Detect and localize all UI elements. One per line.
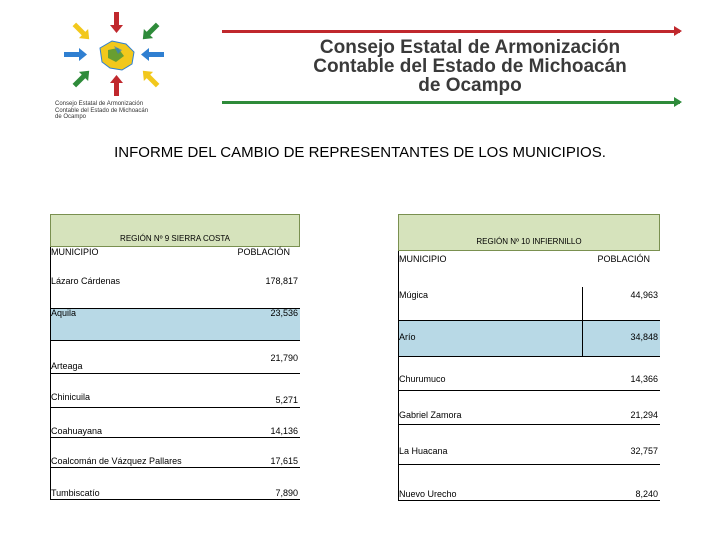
municipio-name: La Huacana xyxy=(399,446,448,456)
org-title-line: Contable del Estado de Michoacán xyxy=(313,56,627,77)
table-border-left xyxy=(398,251,399,501)
logo-caption-line: Consejo Estatal de Armonización xyxy=(55,101,144,107)
arrow-diag-yellow-tl-icon xyxy=(70,20,94,44)
table-row xyxy=(50,341,300,374)
municipio-name: Chinicuila xyxy=(51,392,91,402)
municipio-name: Nuevo Urecho xyxy=(399,489,457,499)
table-row xyxy=(398,357,660,391)
region9-table xyxy=(50,214,300,504)
table-column-divider xyxy=(582,287,583,357)
municipio-name: Múgica xyxy=(399,290,429,300)
poblacion-value: 7,890 xyxy=(275,488,298,498)
region10-header xyxy=(398,214,660,251)
municipio-name: Coalcomán de Vázquez Pallares xyxy=(51,456,182,466)
region9-title: REGIÓN Nº 9 SIERRA COSTA xyxy=(120,234,230,243)
municipio-name: Arteaga xyxy=(51,361,83,371)
poblacion-value: 14,136 xyxy=(270,426,298,436)
arrow-diag-yellow-br-icon xyxy=(138,66,162,90)
region9-col-municipio: MUNICIPIO xyxy=(51,247,99,257)
table-row xyxy=(398,287,660,321)
municipio-name: Lázaro Cárdenas xyxy=(51,276,121,286)
table-row xyxy=(398,465,660,501)
report-title: INFORME DEL CAMBIO DE REPRESENTANTES DE LOS MUNICIPIOS. xyxy=(114,144,606,161)
logo-caption-line: Contable del Estado de Michoacán xyxy=(55,107,149,114)
org-title xyxy=(270,38,670,95)
council-logo xyxy=(52,8,182,108)
municipio-name: Arío xyxy=(399,332,416,342)
header-red-arrowhead xyxy=(674,26,682,36)
table-row xyxy=(398,391,660,425)
table-border-left xyxy=(50,247,51,500)
region9-header xyxy=(50,214,300,247)
municipio-name: Churumuco xyxy=(399,374,446,384)
table-row xyxy=(50,309,300,341)
arrow-diag-green-tr-icon xyxy=(138,20,162,44)
table-row xyxy=(398,321,660,357)
table-row xyxy=(50,408,300,438)
poblacion-value: 5,271 xyxy=(275,395,298,405)
arrow-left-blue-icon xyxy=(141,48,164,61)
municipio-name: Coahuayana xyxy=(51,426,103,436)
poblacion-value: 23,536 xyxy=(270,308,298,318)
poblacion-value: 34,848 xyxy=(630,332,658,342)
poblacion-value: 21,294 xyxy=(630,410,658,420)
region10-col-poblacion: POBLACIÓN xyxy=(597,254,650,264)
poblacion-value: 21,790 xyxy=(270,353,298,363)
poblacion-value: 8,240 xyxy=(635,489,658,499)
arrow-up-red-icon xyxy=(110,75,123,96)
municipio-name: Aquila xyxy=(51,308,77,318)
region10-title: REGIÓN Nº 10 INFIERNILLO xyxy=(476,237,582,246)
org-title-line: Consejo Estatal de Armonización xyxy=(319,37,621,58)
table-row xyxy=(50,438,300,468)
arrow-right-blue-icon xyxy=(64,48,87,61)
region9-col-poblacion: POBLACIÓN xyxy=(237,247,290,257)
poblacion-value: 44,963 xyxy=(630,290,658,300)
poblacion-value: 178,817 xyxy=(265,276,298,286)
municipio-name: Tumbiscatío xyxy=(51,488,100,498)
region9-column-headers xyxy=(50,247,300,277)
poblacion-value: 32,757 xyxy=(630,446,658,456)
logo-caption xyxy=(55,101,195,121)
header-red-line xyxy=(222,30,680,33)
table-row xyxy=(398,425,660,465)
municipio-name: Gabriel Zamora xyxy=(399,410,462,420)
org-title-line: de Ocampo xyxy=(418,75,522,96)
arrow-down-red-icon xyxy=(110,12,123,33)
header-green-arrowhead xyxy=(674,97,682,107)
table-row xyxy=(50,468,300,500)
region10-column-headers xyxy=(398,251,660,287)
region10-col-municipio: MUNICIPIO xyxy=(399,254,447,264)
arrow-diag-green-bl-icon xyxy=(70,66,94,90)
table-row xyxy=(50,374,300,408)
region10-table xyxy=(398,214,660,504)
poblacion-value: 17,615 xyxy=(270,456,298,466)
poblacion-value: 14,366 xyxy=(630,374,658,384)
header-green-line xyxy=(222,101,680,104)
logo-caption-line: de Ocampo xyxy=(55,114,87,120)
table-row xyxy=(50,277,300,309)
